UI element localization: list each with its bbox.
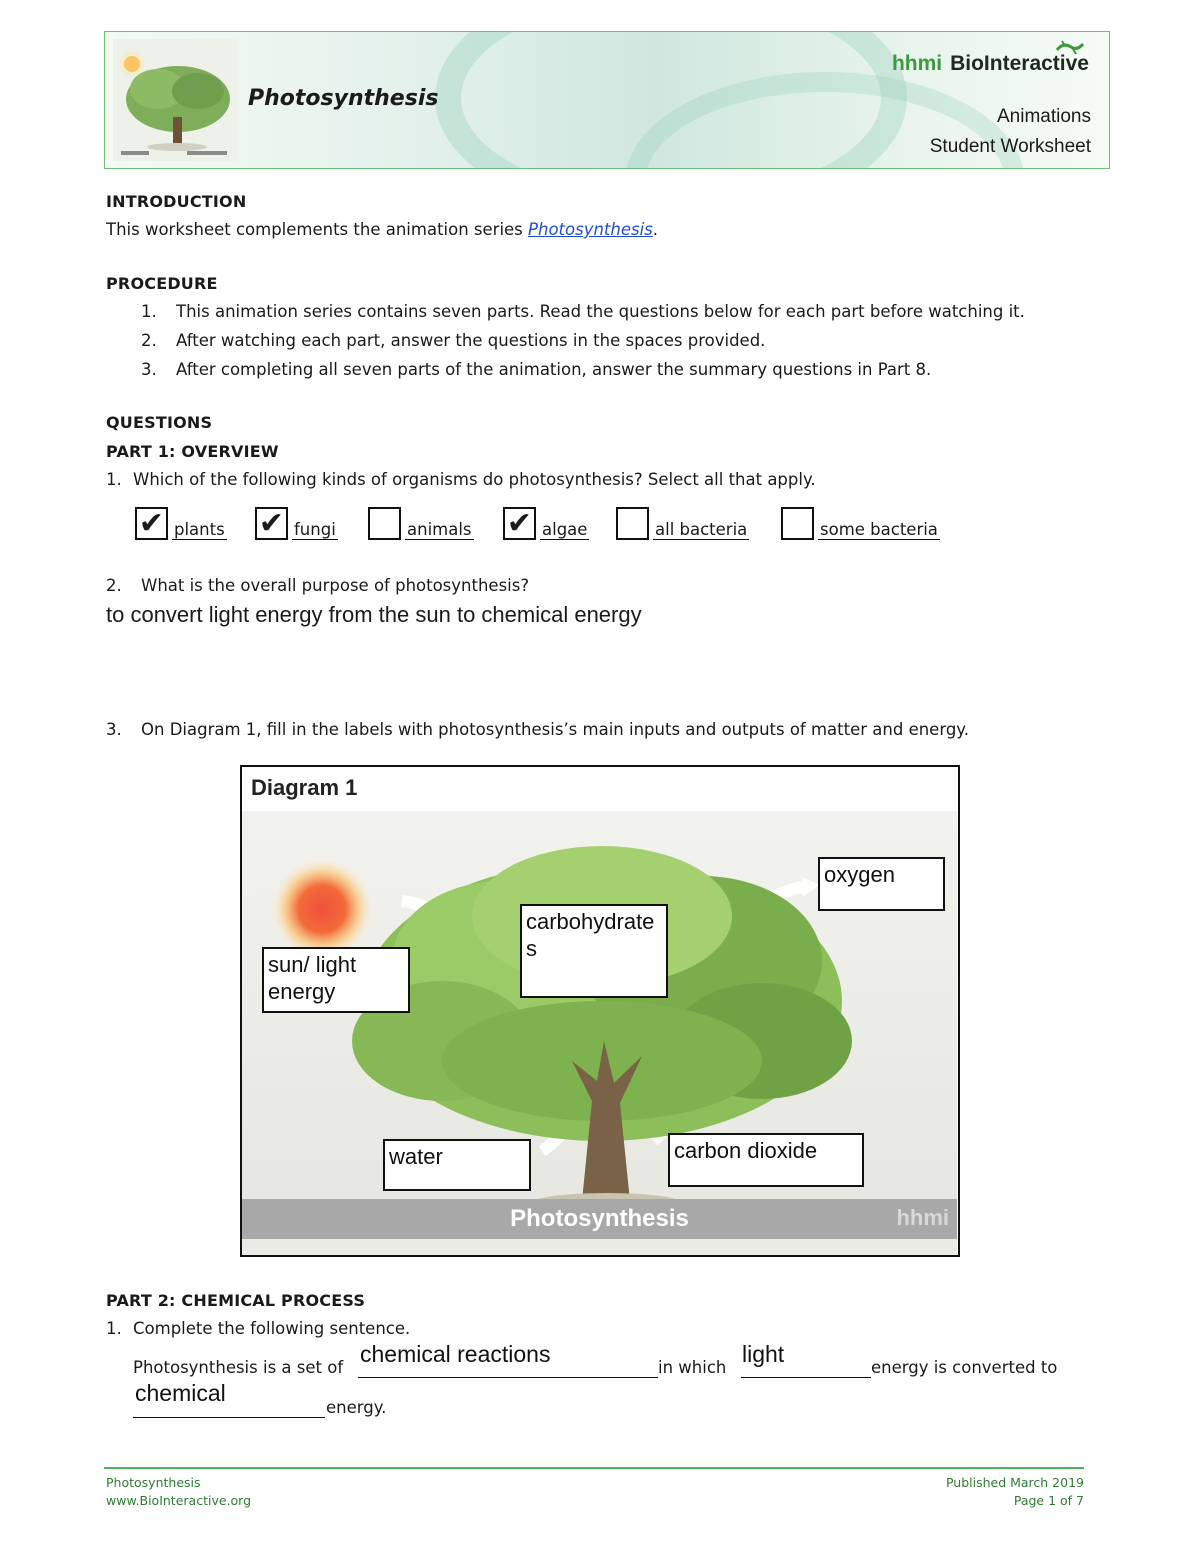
photosynthesis-link[interactable]: Photosynthesis [528, 220, 653, 239]
checkbox-animals[interactable] [368, 507, 401, 540]
brand-biointeractive: BioInteractive [950, 52, 1089, 75]
q2-text: What is the overall purpose of photosynthesis? [141, 576, 530, 595]
checkbox-plants[interactable]: ✔ [135, 507, 168, 540]
checkbox-fungi[interactable]: ✔ [255, 507, 288, 540]
brand-hhmi: hhmi [891, 52, 943, 75]
q3-text: On Diagram 1, fill in the labels with photosynthesis’s main inputs and outputs of matter and energy. [141, 720, 969, 739]
footer-website[interactable]: www.BioInteractive.org [106, 1493, 252, 1508]
questions-heading: QUESTIONS [106, 413, 213, 432]
footer-divider [104, 1467, 1084, 1469]
label-carbon-dioxide[interactable]: carbon dioxide [668, 1133, 864, 1187]
option-animals[interactable] [368, 504, 474, 540]
q2-number: 2. [106, 576, 122, 595]
part2-heading: PART 2: CHEMICAL PROCESS [106, 1291, 366, 1310]
q3-number: 3. [106, 720, 122, 739]
procedure-item-2: After watching each part, answer the questions in the spaces provided. [176, 331, 766, 350]
option-label-animals: animals [407, 520, 472, 539]
checkbox-algae[interactable]: ✔ [503, 507, 536, 540]
intro-heading: INTRODUCTION [106, 192, 247, 211]
procedure-num-2: 2. [141, 331, 157, 350]
procedure-num-3: 3. [141, 360, 157, 379]
blank-1-answer[interactable]: chemical reactions [360, 1341, 551, 1367]
label-water-box[interactable]: water [383, 1139, 531, 1191]
option-algae[interactable] [503, 504, 589, 540]
option-label-algae: algae [542, 520, 588, 539]
intro-text-after: . [652, 220, 659, 239]
option-all-bacteria[interactable] [616, 504, 749, 540]
option-label-plants: plants [174, 520, 225, 539]
header-title: Photosynthesis [248, 86, 439, 111]
checkbox-some-bacteria[interactable] [781, 507, 814, 540]
header-banner [104, 31, 1110, 169]
sentence-part-3: energy is converted to [871, 1358, 1058, 1377]
diagram-1 [240, 765, 960, 1257]
blank-2-line [741, 1377, 871, 1378]
blank-2-answer[interactable]: light [742, 1341, 785, 1367]
header-subtitle-animations: Animations [997, 106, 1091, 127]
blank-3-answer[interactable]: chemical [135, 1380, 226, 1406]
q1-number: 1. [106, 470, 122, 489]
footer-page-number: Page 1 of 7 [1013, 1493, 1084, 1508]
option-some-bacteria[interactable] [781, 504, 940, 540]
procedure-num-1: 1. [141, 302, 157, 321]
part2-q1-number: 1. [106, 1319, 122, 1338]
header-subtitle-worksheet: Student Worksheet [929, 136, 1091, 157]
option-fungi[interactable] [255, 504, 338, 540]
label-carbohydrates[interactable]: carbohydrate s [520, 904, 668, 998]
footer-title: Photosynthesis [106, 1475, 201, 1490]
procedure-heading: PROCEDURE [106, 274, 218, 293]
diagram-title: Diagram 1 [251, 775, 358, 800]
intro-text [106, 220, 658, 239]
lizard-icon [1055, 38, 1085, 63]
procedure-item-3: After completing all seven parts of the animation, answer the summary questions in Part 8. [176, 360, 932, 379]
option-label-all-bacteria: all bacteria [655, 520, 748, 539]
footer-published: Published March 2019 [945, 1475, 1084, 1490]
option-label-some-bacteria: some bacteria [820, 520, 938, 539]
option-label-fungi: fungi [294, 520, 336, 539]
q2-answer[interactable]: to convert light energy from the sun to chemical energy [106, 602, 642, 627]
label-sun-light-energy[interactable]: sun/ light energy [262, 947, 410, 1013]
blank-3-line [133, 1417, 325, 1418]
diagram-watermark: hhmi [896, 1205, 949, 1230]
blank-1-line [358, 1377, 658, 1378]
option-plants[interactable] [135, 504, 227, 540]
sentence-part-1: Photosynthesis is a set of [133, 1358, 344, 1377]
sentence-part-4: energy. [326, 1398, 387, 1417]
procedure-item-1: This animation series contains seven parts. Read the questions below for each part before watching it. [176, 302, 1025, 321]
part2-q1-text: Complete the following sentence. [133, 1319, 411, 1338]
label-oxygen[interactable]: oxygen [818, 857, 945, 911]
intro-text-before: This worksheet complements the animation series [106, 220, 529, 239]
sentence-part-2: in which [658, 1358, 727, 1377]
header-tree-thumbnail [113, 39, 238, 161]
checkbox-all-bacteria[interactable] [616, 507, 649, 540]
q1-text: Which of the following kinds of organisms do photosynthesis? Select all that apply. [133, 470, 816, 489]
organism-options [130, 504, 1030, 544]
part1-heading: PART 1: OVERVIEW [106, 442, 279, 461]
diagram-banner-title: Photosynthesis [510, 1205, 689, 1232]
